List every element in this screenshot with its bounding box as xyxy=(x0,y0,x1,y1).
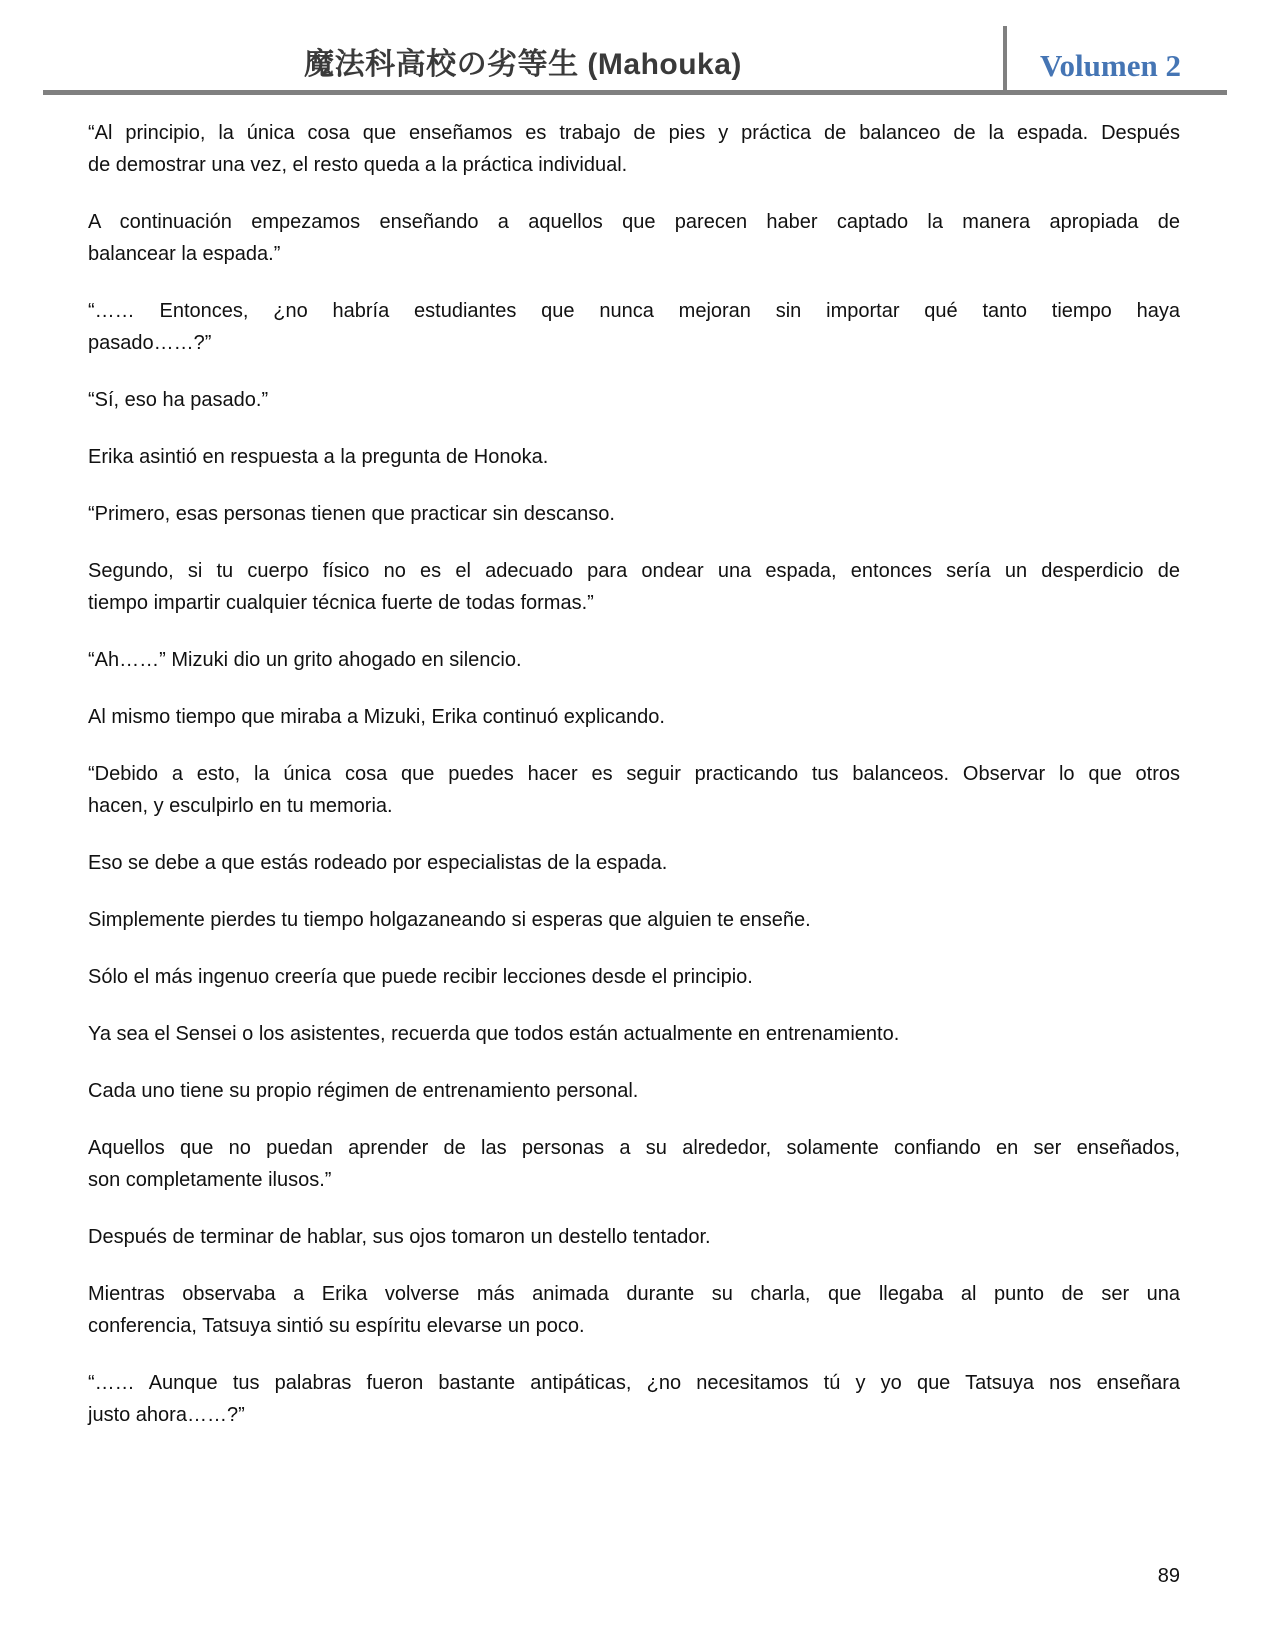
paragraph xyxy=(88,1221,1180,1253)
text-line: Después de terminar de hablar, sus ojos tomaron un destello tentador. xyxy=(88,1226,711,1248)
paragraph xyxy=(88,758,1180,822)
title-area xyxy=(43,39,1003,90)
paragraph xyxy=(88,206,1180,270)
paragraph xyxy=(88,498,1180,530)
text-line: hacen, y esculpirlo en tu memoria. xyxy=(88,795,393,817)
text-line: Erika asintió en respuesta a la pregunta de Honoka. xyxy=(88,446,549,468)
text-line: Eso se debe a que estás rodeado por especialistas de la espada. xyxy=(88,852,668,874)
document-title: 魔法科高校の劣等生 (Mahouka) xyxy=(304,48,742,81)
paragraph xyxy=(88,644,1180,676)
text-line: “…… Entonces, ¿no habría estudiantes que nunca mejoran sin importar qué tanto tiempo haya xyxy=(88,300,1180,322)
text-line: tiempo impartir cualquier técnica fuerte de todas formas.” xyxy=(88,592,594,614)
paragraph xyxy=(88,441,1180,473)
text-line: Al mismo tiempo que miraba a Mizuki, Erika continuó explicando. xyxy=(88,706,665,728)
text-line: Cada uno tiene su propio régimen de entrenamiento personal. xyxy=(88,1080,639,1102)
text-line: de demostrar una vez, el resto queda a la práctica individual. xyxy=(88,154,628,176)
text-line: “Primero, esas personas tienen que practicar sin descanso. xyxy=(88,503,615,525)
paragraph xyxy=(88,1367,1180,1431)
paragraph xyxy=(88,1018,1180,1050)
page-number: 89 xyxy=(1157,1565,1180,1587)
paragraph xyxy=(88,117,1180,181)
text-line: Mientras observaba a Erika volverse más animada durante su charla, que llegaba al punto de ser una xyxy=(88,1283,1180,1305)
paragraph xyxy=(88,384,1180,416)
text-line: “…… Aunque tus palabras fueron bastante antipáticas, ¿no necesitamos tú y yo que Tatsuya nos enseñara xyxy=(88,1372,1180,1394)
paragraph xyxy=(88,701,1180,733)
text-line: son completamente ilusos.” xyxy=(88,1169,332,1191)
paragraph xyxy=(88,847,1180,879)
text-line: A continuación empezamos enseñando a aquellos que parecen haber captado la manera apropiada de xyxy=(88,211,1180,233)
text-line: “Debido a esto, la única cosa que puedes hacer es seguir practicando tus balanceos. Observar lo que otros xyxy=(88,763,1180,785)
paragraph xyxy=(88,904,1180,936)
text-line: Simplemente pierdes tu tiempo holgazaneando si esperas que alguien te enseñe. xyxy=(88,909,811,931)
text-line: Ya sea el Sensei o los asistentes, recuerda que todos están actualmente en entrenamiento. xyxy=(88,1023,900,1045)
paragraph xyxy=(88,961,1180,993)
paragraph xyxy=(88,555,1180,619)
text-line: justo ahora……?” xyxy=(88,1404,245,1426)
paragraph xyxy=(88,1075,1180,1107)
header-rule xyxy=(43,90,1227,95)
text-line: Segundo, si tu cuerpo físico no es el adecuado para ondear una espada, entonces sería un desperdicio de xyxy=(88,560,1180,582)
paragraph xyxy=(88,295,1180,359)
text-line: conferencia, Tatsuya sintió su espíritu elevarse un poco. xyxy=(88,1315,585,1337)
text-line: Aquellos que no puedan aprender de las personas a su alrededor, solamente confiando en ser enseñados, xyxy=(88,1137,1180,1159)
text-line: “Sí, eso ha pasado.” xyxy=(88,389,269,411)
page-header xyxy=(43,26,1227,90)
text-line: Sólo el más ingenuo creería que puede recibir lecciones desde el principio. xyxy=(88,966,753,988)
text-line: pasado……?” xyxy=(88,332,212,354)
volume-area xyxy=(1003,26,1227,90)
paragraph xyxy=(88,1132,1180,1196)
paragraph xyxy=(88,1278,1180,1342)
text-line: “Ah……” Mizuki dio un grito ahogado en silencio. xyxy=(88,649,522,671)
text-line: “Al principio, la única cosa que enseñamos es trabajo de pies y práctica de balanceo de la espada. Después xyxy=(88,122,1180,144)
page-body xyxy=(88,117,1180,1431)
text-line: balancear la espada.” xyxy=(88,243,281,265)
volume-label: Volumen 2 xyxy=(1040,48,1181,83)
